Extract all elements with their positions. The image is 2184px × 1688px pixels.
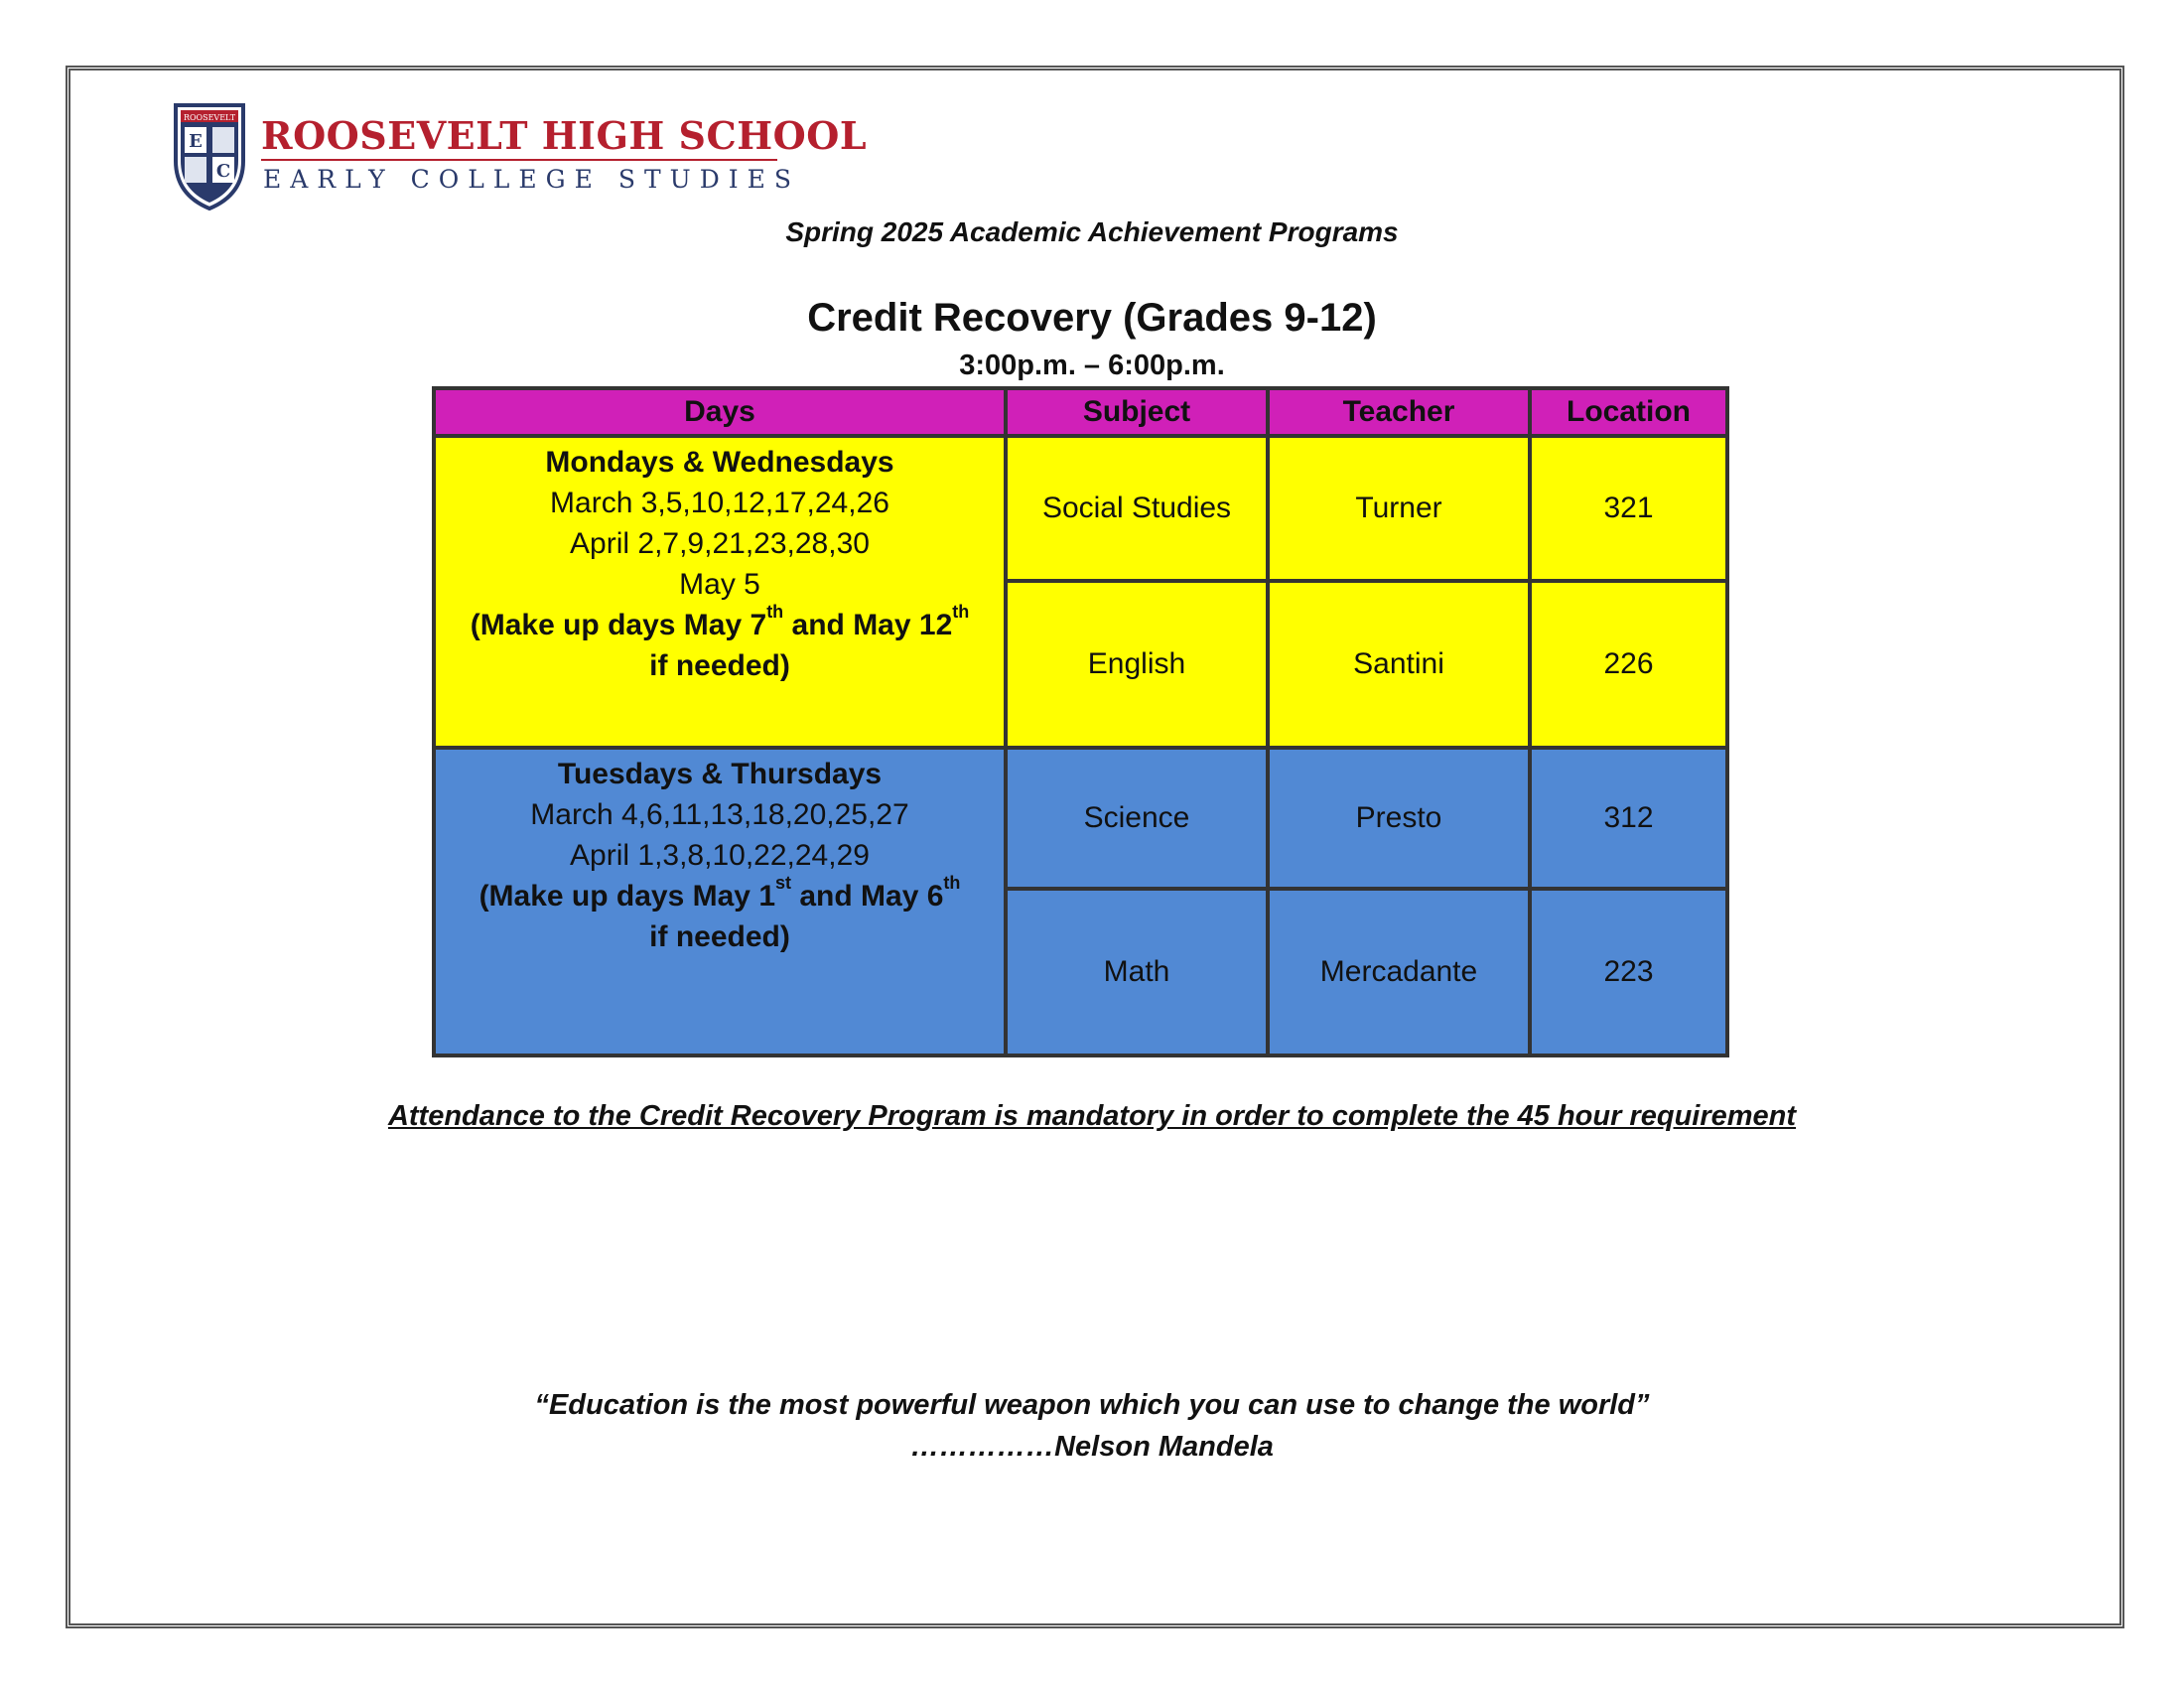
makeup-days: (Make up days May 7th and May 12th [470,602,970,641]
subject-cell: English [1006,581,1268,748]
table-header-row [434,388,1727,436]
page-title: Credit Recovery (Grades 9-12) [807,296,1377,340]
teacher-cell: Turner [1268,436,1530,581]
days-cell-mon-wed [434,436,1006,748]
table-row [434,748,1727,889]
dates-march: March 4,6,11,13,18,20,25,27 [530,798,909,831]
teacher-cell: Presto [1268,748,1530,889]
days-heading: Tuesdays & Thursdays [557,758,883,790]
shield-icon [172,99,247,211]
quote-attribution: ……………Nelson Mandela [910,1431,1274,1463]
location-cell: 226 [1530,581,1727,748]
teacher-cell: Santini [1268,581,1530,748]
attendance-note: Attendance to the Credit Recovery Program is mandatory in order to complete the 45 hour requirement [387,1100,1797,1132]
makeup-days-note: if needed) [649,920,790,953]
location-cell: 321 [1530,436,1727,581]
shield-letter-c: C [215,161,231,182]
header-teacher: Teacher [1268,388,1530,436]
location-cell: 312 [1530,748,1727,889]
teacher-cell: Mercadante [1268,889,1530,1055]
quote-block [0,1384,2184,1468]
location-cell: 223 [1530,889,1727,1055]
header-location: Location [1530,388,1727,436]
table-row [434,436,1727,581]
days-heading: Mondays & Wednesdays [545,446,894,479]
school-subtitle: EARLY COLLEGE STUDIES [263,165,800,194]
subject-cell: Math [1006,889,1268,1055]
quote-text: “Education is the most powerful weapon which you can use to change the world” [534,1389,1650,1421]
dates-march: March 3,5,10,12,17,24,26 [550,487,889,519]
logo-divider [261,159,777,161]
dates-april: April 1,3,8,10,22,24,29 [570,839,870,872]
makeup-days-note: if needed) [649,649,790,682]
dates-may: May 5 [679,568,760,601]
shield-label: ROOSEVELT [183,113,236,122]
school-logo [172,99,868,211]
schedule-table [432,386,1729,1057]
dates-april: April 2,7,9,21,23,28,30 [570,527,870,560]
school-name: ROOSEVELT HIGH SCHOOL [261,113,868,158]
shield-letter-e: E [189,131,203,152]
days-cell-tue-thu [434,748,1006,1055]
header-subject: Subject [1006,388,1268,436]
subject-cell: Science [1006,748,1268,889]
header-days: Days [434,388,1006,436]
program-hours: 3:00p.m. – 6:00p.m. [959,350,1225,381]
makeup-days: (Make up days May 1st and May 6th [478,873,961,913]
subject-cell: Social Studies [1006,436,1268,581]
program-heading: Spring 2025 Academic Achievement Programs [785,216,1399,247]
